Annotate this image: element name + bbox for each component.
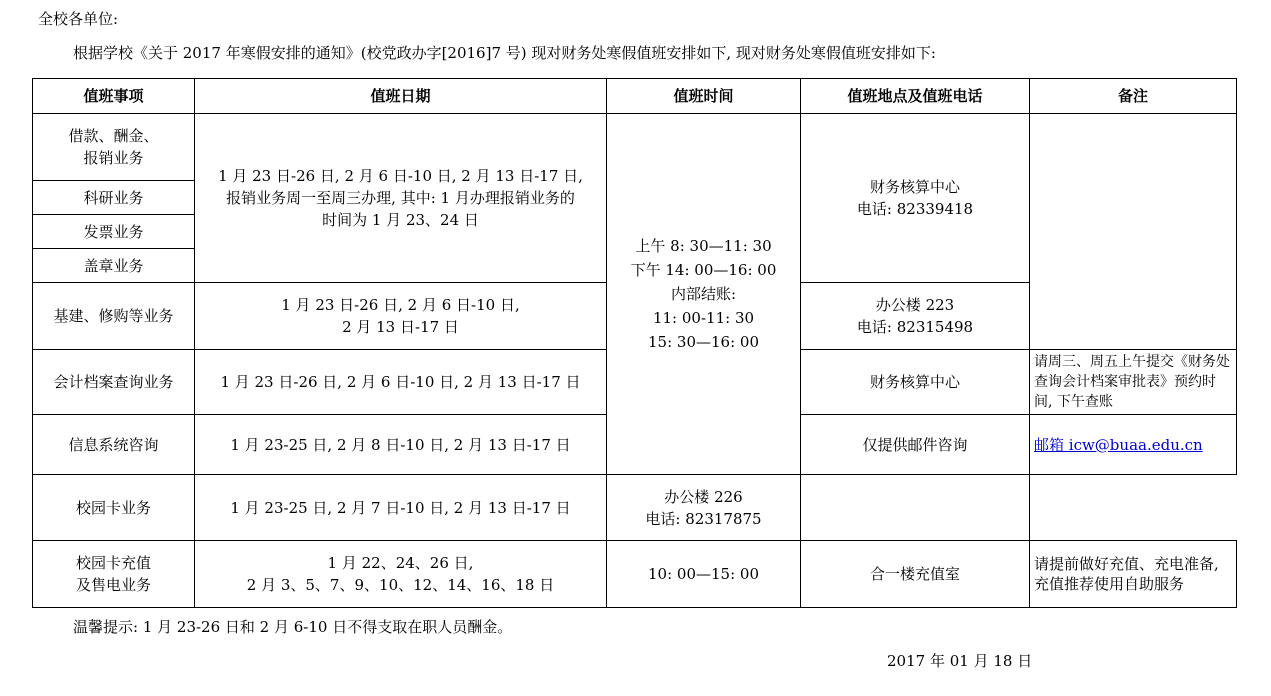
item-cell: 信息系统咨询 (33, 415, 195, 475)
item-line: 报销业务 (83, 149, 144, 167)
date-cell (195, 541, 607, 608)
item-cell (33, 541, 195, 608)
date-cell: 1 月 23-25 日, 2 月 7 日-10 日, 2 月 13 日-17 日 (195, 475, 607, 541)
header-note: 备注 (1030, 79, 1237, 114)
location-cell (801, 283, 1030, 350)
location-cell (607, 475, 801, 541)
header-item: 值班事项 (33, 79, 195, 114)
header-date: 值班日期 (195, 79, 607, 114)
item-cell: 校园卡业务 (33, 475, 195, 541)
table-row (33, 114, 1237, 181)
location-line: 电话: 82317875 (645, 509, 762, 528)
date-line: 报销业务周一至周三办理, 其中: 1 月办理报销业务的 (226, 189, 575, 207)
time-line: 上午 8: 30—11: 30 (635, 237, 772, 255)
location-line: 财务核算中心 (869, 178, 960, 196)
time-cell: 10: 00—15: 00 (607, 541, 801, 608)
date-line: 1 月 22、24、26 日, (327, 554, 474, 572)
time-line: 11: 00-11: 30 (652, 309, 755, 327)
intro-paragraph: 根据学校《关于 2017 年寒假安排的通知》(校党政办字[2016]7 号) 现对财务处寒假值班安排如下, 现对财务处寒假值班安排如下: (73, 44, 936, 62)
note-cell-empty (801, 475, 1030, 541)
location-line: 电话: 82315498 (856, 318, 974, 336)
email-link[interactable]: 邮箱 icw@buaa.edu.cn (1030, 415, 1237, 475)
note-cell-empty (1030, 114, 1237, 350)
location-cell: 仅提供邮件咨询 (801, 415, 1030, 475)
date-line: 1 月 23 日-26 日, 2 月 6 日-10 日, 2 月 13 日-17 日, (218, 167, 583, 185)
location-line: 办公楼 223 (875, 296, 955, 314)
item-line: 借款、酬金、 (68, 127, 159, 145)
date-cell (195, 114, 607, 283)
header-time: 值班时间 (607, 79, 801, 114)
greeting: 全校各单位: (38, 10, 119, 28)
time-line: 下午 14: 00—16: 00 (630, 261, 777, 279)
location-line: 电话: 82339418 (856, 200, 974, 218)
time-cell-shared (607, 114, 801, 475)
date-cell: 1 月 23 日-26 日, 2 月 6 日-10 日, 2 月 13 日-17 日 (195, 350, 607, 415)
location-cell: 财务核算中心 (801, 350, 1030, 415)
note-cell: 请提前做好充值、充电准备, 充值推荐使用自助服务 (1030, 541, 1237, 608)
table-row (33, 541, 1237, 608)
header-location: 值班地点及值班电话 (801, 79, 1030, 114)
date-cell (195, 283, 607, 350)
item-cell: 科研业务 (33, 181, 195, 215)
item-line: 及售电业务 (75, 576, 151, 594)
warm-tip: 温馨提示: 1 月 23-26 日和 2 月 6-10 日不得支取在职人员酬金。 (73, 618, 513, 636)
location-cell: 合一楼充值室 (801, 541, 1030, 608)
note-cell: 请周三、周五上午提交《财务处查询会计档案审批表》预约时间, 下午查账 (1030, 350, 1237, 415)
item-cell: 会计档案查询业务 (33, 350, 195, 415)
time-line: 内部结账: (670, 285, 737, 303)
location-line: 办公楼 226 (664, 487, 743, 506)
date-line: 2 月 3、5、7、9、10、12、14、16、18 日 (246, 576, 555, 594)
duty-schedule-table (32, 78, 1237, 608)
table-row (33, 475, 1237, 541)
location-cell (801, 114, 1030, 283)
item-line: 校园卡充值 (75, 554, 151, 572)
item-cell: 基建、修购等业务 (33, 283, 195, 350)
document-date: 2017 年 01 月 18 日 (887, 652, 1033, 670)
date-cell: 1 月 23-25 日, 2 月 8 日-10 日, 2 月 13 日-17 日 (195, 415, 607, 475)
item-cell (33, 114, 195, 181)
item-cell: 发票业务 (33, 215, 195, 249)
time-line: 15: 30—16: 00 (648, 333, 759, 351)
date-line: 时间为 1 月 23、24 日 (322, 211, 479, 229)
item-cell: 盖章业务 (33, 249, 195, 283)
date-line: 2 月 13 日-17 日 (342, 318, 459, 336)
date-line: 1 月 23 日-26 日, 2 月 6 日-10 日, (281, 296, 520, 314)
table-header-row (33, 79, 1237, 114)
